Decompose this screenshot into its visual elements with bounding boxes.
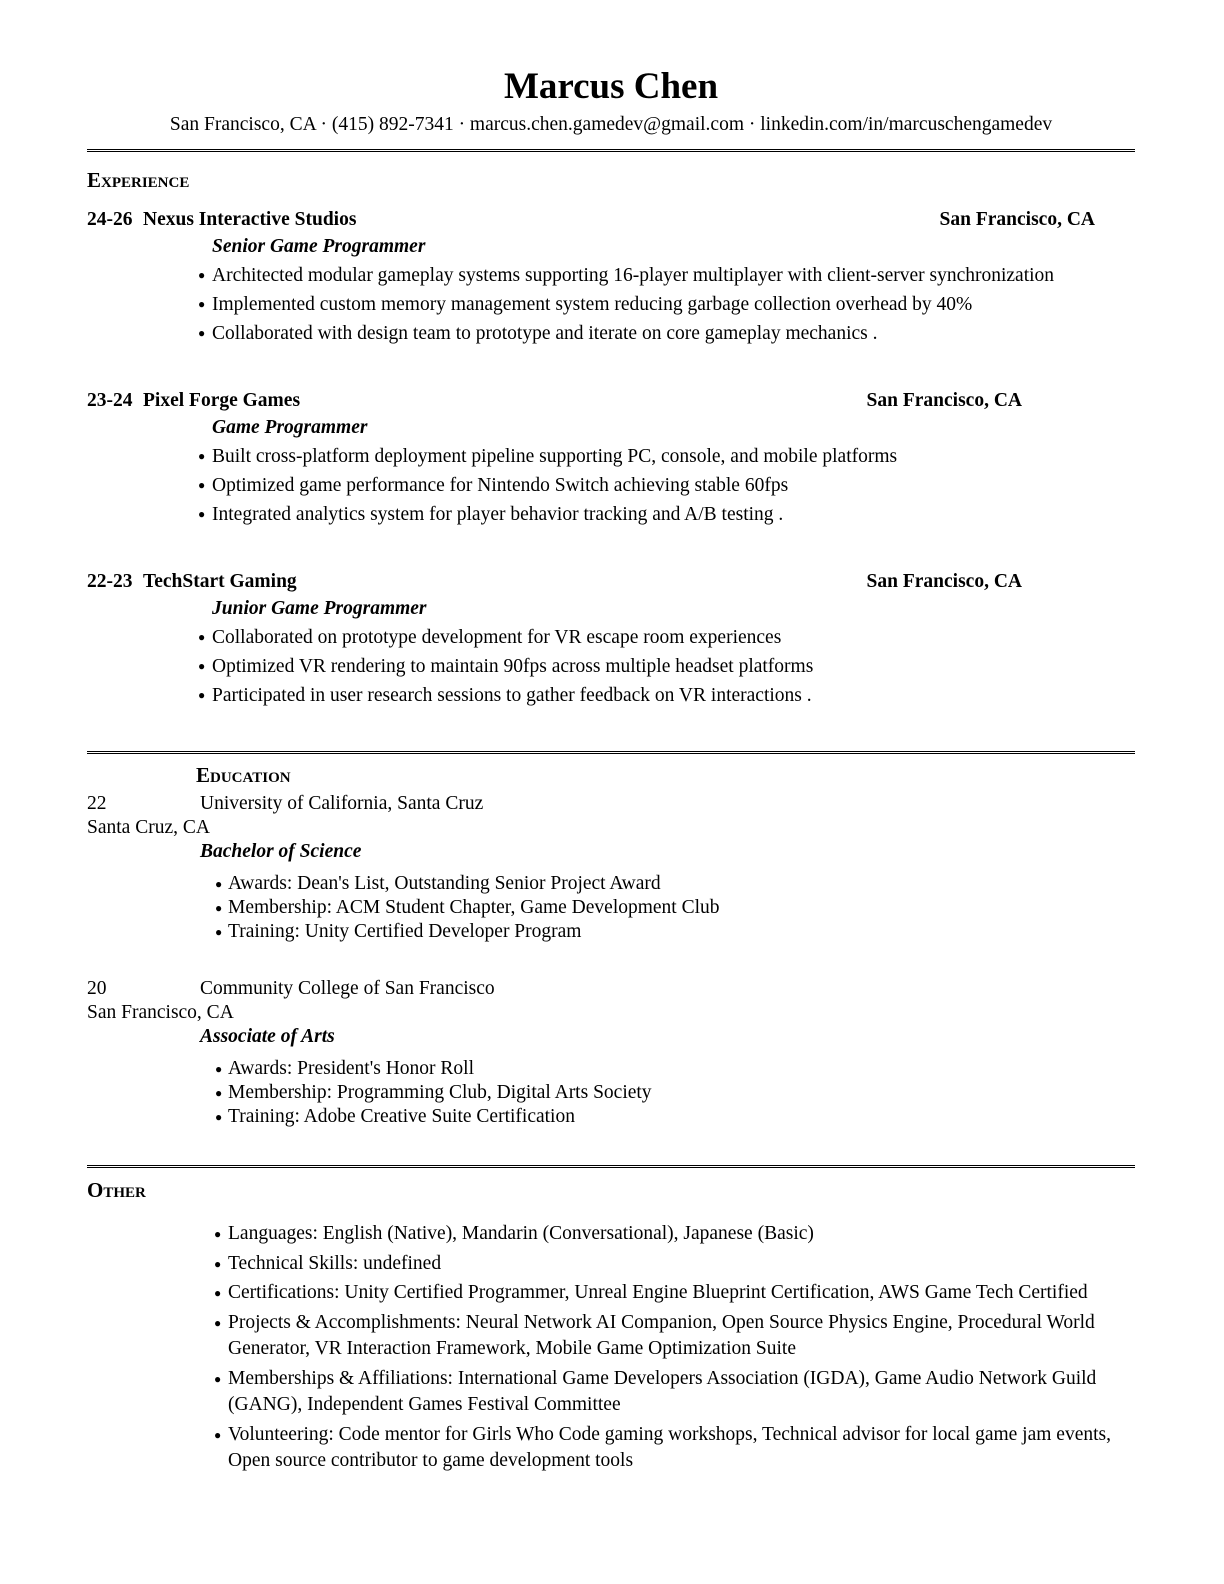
education-year: 20: [87, 978, 107, 999]
bullet-icon: ●: [215, 877, 223, 891]
education-location: San Francisco, CA: [87, 1002, 234, 1023]
education-entry: [87, 791, 1135, 944]
horizontal-rule: [87, 1165, 1135, 1168]
bullet-item: [198, 682, 1123, 709]
bullet-item: [198, 472, 1123, 499]
bullet-text: Membership: ACM Student Chapter, Game Development Club: [228, 897, 720, 918]
bullet-text: Collaborated with design team to prototype and iterate on core gameplay mechanics .: [212, 323, 878, 344]
experience-entry: [87, 387, 1135, 528]
bullet-icon: ●: [215, 1110, 223, 1124]
bullet-text: Awards: President's Honor Roll: [228, 1058, 474, 1079]
bullet-text: Projects & Accomplishments: Neural Network AI Companion, Open Source Physics Engine, Procedural World Generator, VR Interaction Framework, Mobile Game Optimization Suite: [228, 1311, 1095, 1359]
education-section-heading: Education: [196, 763, 291, 787]
other-section-heading: Other: [87, 1178, 146, 1202]
entry-dates: 22-23: [87, 571, 133, 592]
bullet-item: [214, 1422, 1123, 1475]
bullet-item: [215, 920, 1125, 944]
entry-location: San Francisco, CA: [866, 571, 1022, 592]
bullet-icon: ●: [198, 659, 206, 673]
entry-location: San Francisco, CA: [939, 209, 1095, 230]
education-school: Community College of San Francisco: [200, 978, 495, 999]
horizontal-rule: [87, 149, 1135, 152]
entry-job-title: Junior Game Programmer: [212, 598, 427, 619]
bullet-item: [214, 1280, 1123, 1307]
bullet-item: [214, 1251, 1123, 1278]
bullet-text: Training: Adobe Creative Suite Certification: [228, 1106, 575, 1127]
bullet-icon: ●: [198, 297, 206, 311]
bullet-icon: ●: [215, 925, 223, 939]
education-entry-header: [87, 791, 1135, 816]
resume-content: [87, 0, 1135, 1475]
bullet-text: Memberships & Affiliations: International Game Developers Association (IGDA), Game Audio Network Guild (GANG), Independent Games Festival Committee: [228, 1367, 1097, 1415]
bullet-icon: ●: [198, 449, 206, 463]
horizontal-rule: [87, 751, 1135, 754]
bullet-text: Participated in user research sessions to gather feedback on VR interactions .: [212, 685, 812, 706]
bullet-list: [198, 262, 1123, 347]
bullet-item: [215, 1057, 1125, 1081]
entry-company: Nexus Interactive Studios: [143, 209, 357, 230]
bullet-text: Optimized VR rendering to maintain 90fps across multiple headset platforms: [212, 656, 814, 677]
bullet-icon: ●: [214, 1256, 222, 1271]
education-school: University of California, Santa Cruz: [200, 793, 484, 814]
bullet-list: [215, 872, 1125, 944]
bullet-text: Optimized game performance for Nintendo Switch achieving stable 60fps: [212, 475, 789, 496]
bullet-list: [198, 624, 1123, 709]
bullet-icon: ●: [198, 507, 206, 521]
education-entry: [87, 976, 1135, 1129]
bullet-item: [198, 262, 1123, 289]
resume-name: Marcus Chen: [503, 66, 719, 107]
bullet-item: [198, 501, 1123, 528]
entry-header: [87, 387, 1135, 414]
bullet-list: [214, 1221, 1123, 1475]
education-degree: Bachelor of Science: [200, 841, 362, 862]
bullet-icon: ●: [215, 1086, 223, 1100]
bullet-item: [215, 1081, 1125, 1105]
education-entry-header: [87, 976, 1135, 1001]
bullet-text: Technical Skills: undefined: [228, 1252, 442, 1274]
education-location: Santa Cruz, CA: [87, 817, 210, 838]
entry-job-title: Senior Game Programmer: [212, 236, 426, 257]
bullet-item: [198, 443, 1123, 470]
bullet-icon: ●: [198, 268, 206, 282]
bullet-item: [198, 320, 1123, 347]
bullet-icon: ●: [214, 1427, 222, 1442]
bullet-list: [198, 443, 1123, 528]
bullet-item: [215, 1105, 1125, 1129]
bullet-text: Membership: Programming Club, Digital Arts Society: [228, 1082, 652, 1103]
bullet-item: [214, 1366, 1123, 1419]
entry-company: TechStart Gaming: [143, 571, 297, 592]
bullet-item: [215, 872, 1125, 896]
bullet-icon: ●: [214, 1286, 222, 1300]
bullet-text: Languages: English (Native), Mandarin (Conversational), Japanese (Basic): [228, 1223, 814, 1244]
bullet-item: [198, 624, 1123, 651]
bullet-text: Volunteering: Code mentor for Girls Who Code gaming workshops, Technical advisor for local game jam events, Open source contributor to game development tools: [228, 1423, 1111, 1471]
bullet-list: [215, 1057, 1125, 1129]
bullet-text: Awards: Dean's List, Outstanding Senior Project Award: [228, 873, 661, 894]
experience-entry: [87, 206, 1135, 347]
entry-job-title: Game Programmer: [212, 417, 368, 438]
bullet-icon: ●: [198, 326, 206, 340]
bullet-icon: ●: [198, 478, 206, 492]
bullet-item: [214, 1310, 1123, 1363]
bullet-item: [215, 896, 1125, 920]
entry-header: [87, 206, 1135, 233]
education-degree: Associate of Arts: [200, 1026, 335, 1047]
bullet-text: Certifications: Unity Certified Programmer, Unreal Engine Blueprint Certification, AWS Game Tech Certified: [228, 1282, 1088, 1303]
entry-dates: 24-26: [87, 209, 133, 230]
bullet-icon: ●: [215, 901, 223, 915]
bullet-icon: ●: [198, 630, 206, 644]
bullet-item: [214, 1221, 1123, 1248]
entry-company: Pixel Forge Games: [143, 390, 301, 411]
entry-dates: 23-24: [87, 390, 133, 411]
bullet-text: Built cross-platform deployment pipeline supporting PC, console, and mobile platforms: [212, 446, 898, 467]
bullet-icon: ●: [214, 1371, 222, 1386]
contact-line: San Francisco, CA · (415) 892-7341 · marcus.chen.gamedev@gmail.com · linkedin.com/in/marcuschengamedev: [169, 114, 1053, 135]
entry-location: San Francisco, CA: [866, 390, 1022, 411]
bullet-icon: ●: [214, 1315, 222, 1330]
bullet-text: Integrated analytics system for player behavior tracking and A/B testing .: [212, 504, 784, 525]
bullet-text: Collaborated on prototype development for VR escape room experiences: [212, 627, 782, 648]
bullet-text: Implemented custom memory management system reducing garbage collection overhead by 40%: [212, 294, 973, 315]
bullet-icon: ●: [198, 688, 206, 702]
education-year: 22: [87, 793, 107, 814]
experience-section-heading: Experience: [87, 168, 190, 192]
bullet-item: [198, 291, 1123, 318]
bullet-item: [198, 653, 1123, 680]
bullet-text: Training: Unity Certified Developer Program: [228, 921, 582, 942]
bullet-text: Architected modular gameplay systems supporting 16-player multiplayer with client-server synchronization: [212, 265, 1055, 286]
experience-entry: [87, 568, 1135, 709]
bullet-icon: ●: [214, 1227, 222, 1241]
bullet-icon: ●: [215, 1062, 223, 1076]
entry-header: [87, 568, 1135, 595]
